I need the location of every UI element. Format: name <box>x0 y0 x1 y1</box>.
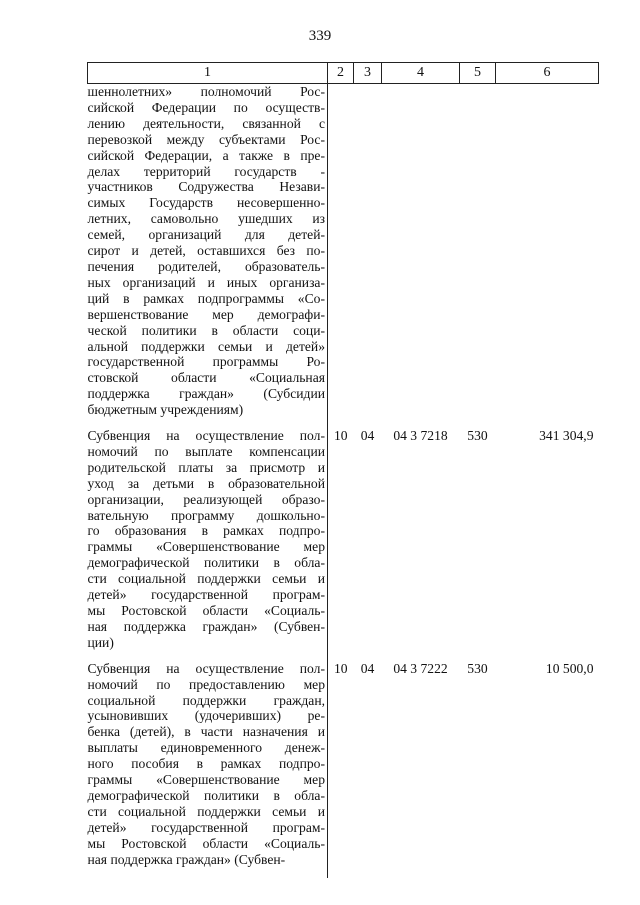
description-line: сирот и детей, оставшихся без по- <box>87 243 325 259</box>
description-line: ции) <box>87 634 114 650</box>
description-line: мы Ростовской области «Социаль- <box>87 835 325 851</box>
target-article-code <box>382 84 460 429</box>
description-line: ная поддержка граждан» (Субвен- <box>87 851 286 867</box>
description-line: вательную программу дошкольно- <box>87 507 325 523</box>
table-body <box>88 84 599 878</box>
description-line: ческой политики в области соци- <box>87 322 325 338</box>
page-number: 339 <box>308 28 332 44</box>
description-line: граммы «Совершенствование мер <box>87 772 325 788</box>
description-line: участников Содружества Незави- <box>87 179 325 195</box>
column-header-6: 6 <box>496 63 599 84</box>
description-line: го образования в рамках подпро- <box>87 523 325 539</box>
description-line: усыновивших (удочеривших) ре- <box>87 708 325 724</box>
row-description <box>88 661 328 878</box>
description-line: социальной поддержки граждан, <box>87 692 325 708</box>
column-header-3: 3 <box>354 63 382 84</box>
description-line: лению деятельности, связанной с <box>87 115 325 131</box>
description-line: бюджетным учреждениям) <box>87 402 244 418</box>
description-line: ных организаций и иных организа- <box>87 274 325 290</box>
table-row <box>88 428 599 661</box>
target-article-code: 04 3 7218 <box>393 428 448 444</box>
description-line: семей, организаций для детей- <box>87 227 325 243</box>
description-line: родительской платы за присмотр и <box>87 459 325 475</box>
description-line: номочий по выплате компенсации <box>87 443 325 459</box>
row-description <box>88 84 328 429</box>
description-line: Субвенция на осуществление пол- <box>87 660 325 676</box>
description-line: государственной программы Ро- <box>87 354 325 370</box>
description-line: ций в рамках подпрограммы «Со- <box>87 290 325 306</box>
table-row <box>88 661 599 878</box>
table-header <box>88 63 599 84</box>
description-line: номочий по предоставлению мер <box>87 676 325 692</box>
description-line: сти социальной поддержки семьи и <box>87 803 325 819</box>
description-line: детей» государственной програм- <box>87 587 325 603</box>
description-line: перевозкой между субъектами Рос- <box>87 131 325 147</box>
description-line: печения родителей, образователь- <box>87 258 325 274</box>
description-line: сийской Федерации, а также в пре- <box>87 147 325 163</box>
table-row <box>88 84 599 429</box>
description-line: Субвенция на осуществление пол- <box>87 428 325 444</box>
budget-table <box>87 62 599 878</box>
target-article-code: 04 3 7222 <box>393 660 448 676</box>
description-line: граммы «Совершенствование мер <box>87 539 325 555</box>
description-line: вершенствование мер демографи- <box>87 306 325 322</box>
description-line: бенка (детей), в части назначения и <box>87 724 325 740</box>
amount-value: 341 304,9 <box>539 428 594 444</box>
column-header-5: 5 <box>460 63 496 84</box>
description-line: симых Государств несовершенно- <box>87 195 325 211</box>
description-line: детей» государственной програм- <box>87 819 325 835</box>
description-line: уход за детьми в образовательной <box>87 475 325 491</box>
subsection-code <box>354 84 382 429</box>
description-line: организации, реализующей образо- <box>87 491 325 507</box>
description-line: ного пособия в рамках подпро- <box>87 756 325 772</box>
description-line: ная поддержка граждан» (Субвен- <box>87 618 325 634</box>
description-line: демографической политики в обла- <box>87 787 325 803</box>
description-line: мы Ростовской области «Социаль- <box>87 603 325 618</box>
amount-value <box>496 84 599 429</box>
subsection-code: 04 <box>360 660 375 676</box>
amount-value: 10 500,0 <box>545 660 594 676</box>
section-code <box>328 84 354 429</box>
column-header-1: 1 <box>88 63 328 84</box>
expense-type-code: 530 <box>467 428 488 444</box>
description-line: стовской области «Социальная <box>87 370 325 386</box>
row-description <box>88 428 328 661</box>
column-header-4: 4 <box>382 63 460 84</box>
expense-type-code <box>460 84 496 429</box>
description-line: шеннолетних» полномочий Рос- <box>87 84 325 99</box>
section-code: 10 <box>333 660 348 676</box>
description-line: поддержка граждан» (Субсидии <box>87 386 325 402</box>
description-line: выплаты единовременного денеж- <box>87 740 325 756</box>
description-line: летних, самовольно ушедших из <box>87 211 325 227</box>
subsection-code: 04 <box>360 428 375 444</box>
description-line: альной поддержки семьи и детей» <box>87 338 325 354</box>
description-line: демографической политики в обла- <box>87 555 325 571</box>
description-line: делах территорий государств - <box>87 163 325 179</box>
description-line: сийской Федерации по осуществ- <box>87 99 325 115</box>
expense-type-code: 530 <box>467 660 488 676</box>
description-line: сти социальной поддержки семьи и <box>87 571 325 587</box>
section-code: 10 <box>333 428 348 444</box>
column-header-2: 2 <box>328 63 354 84</box>
